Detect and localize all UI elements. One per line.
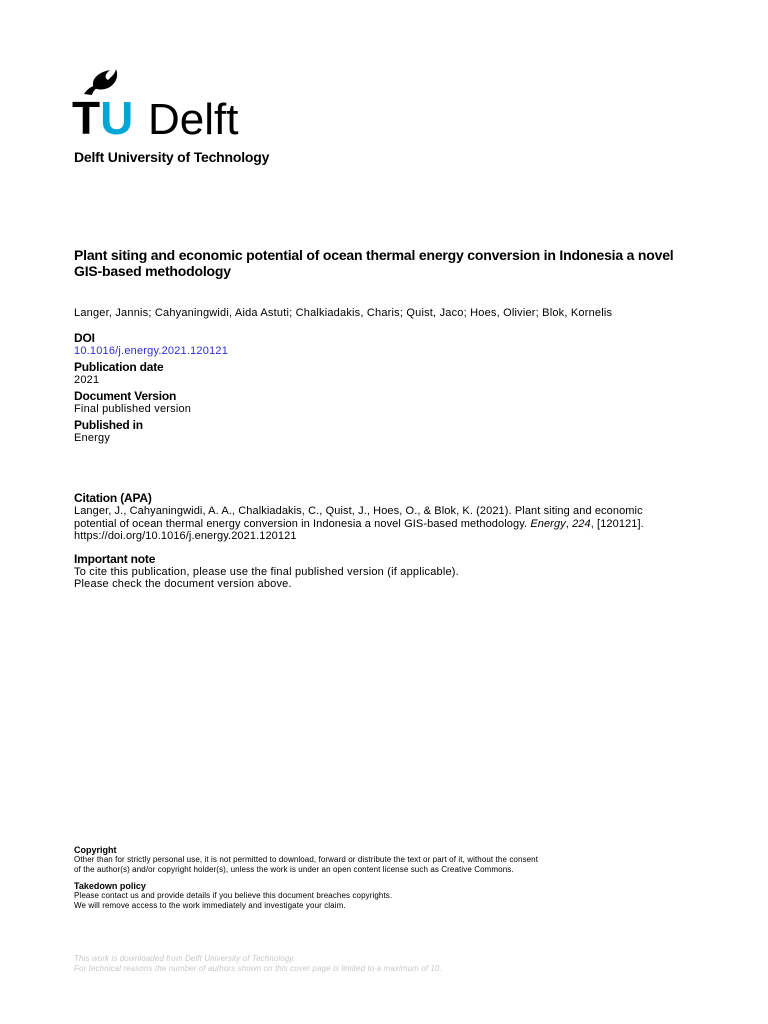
doi-label: DOI bbox=[74, 331, 95, 345]
footer-line: For technical reasons the number of authors shown on this cover page is limited to a maximum of 10. bbox=[74, 964, 442, 973]
citation-block bbox=[74, 492, 684, 543]
copyright-line: Other than for strictly personal use, it is not permitted to download, forward or distribute the text or part of it, without the consent bbox=[74, 855, 539, 864]
download-footer bbox=[74, 954, 694, 974]
takedown-policy-label: Takedown policy bbox=[74, 881, 146, 891]
takedown-policy-line: Please contact us and provide details if you believe this document breaches copyrights. bbox=[74, 891, 393, 900]
publication-date-value: 2021 bbox=[74, 374, 100, 386]
author-list: Langer, Jannis; Cahyaningwidi, Aida Astuti; Chalkiadakis, Charis; Quist, Jaco; Hoes, Olivier; Blok, Kornelis bbox=[74, 307, 613, 319]
document-version-label: Document Version bbox=[74, 389, 177, 403]
citation-text-part2: , [120121]. https://doi.org/10.1016/j.energy.2021.120121 bbox=[74, 517, 644, 542]
logo-delft-text: Delft bbox=[148, 95, 239, 138]
citation-volume: 224 bbox=[572, 517, 591, 530]
important-note-block bbox=[74, 553, 684, 590]
citation-label: Citation (APA) bbox=[74, 491, 152, 505]
important-note-label: Important note bbox=[74, 552, 156, 566]
citation-text bbox=[74, 505, 684, 543]
published-in-value: Energy bbox=[74, 432, 111, 444]
tu-delft-logo bbox=[72, 66, 262, 138]
important-note-line: Please check the document version above. bbox=[74, 578, 292, 590]
university-name: Delft University of Technology bbox=[74, 149, 270, 165]
footer-line: This work is downloaded from Delft University of Technology. bbox=[74, 954, 296, 963]
citation-separator: , bbox=[565, 517, 573, 530]
flame-icon bbox=[72, 66, 262, 138]
doi-link[interactable]: 10.1016/j.energy.2021.120121 bbox=[74, 345, 229, 357]
publication-date-label: Publication date bbox=[74, 360, 164, 374]
takedown-policy-block bbox=[74, 881, 694, 910]
document-version-value: Final published version bbox=[74, 403, 192, 415]
citation-text-part1: Langer, J., Cahyaningwidi, A. A., Chalkiadakis, C., Quist, J., Hoes, O., & Blok, K. (2021). Plant siting and economic potential of ocean thermal energy conversion in Indonesia a novel GIS-based methodology. bbox=[74, 505, 643, 530]
copyright-line: of the author(s) and/or copyright holder(s), unless the work is under an open content license such as Creative Commons. bbox=[74, 864, 514, 874]
publication-title: Plant siting and economic potential of ocean thermal energy conversion in Indonesia a novel GIS-based methodology bbox=[74, 247, 674, 279]
important-note-line: To cite this publication, please use the final published version (if applicable). bbox=[74, 566, 459, 578]
copyright-label: Copyright bbox=[74, 845, 117, 855]
citation-journal: Energy bbox=[530, 517, 566, 530]
logo-tu-text: TU bbox=[72, 92, 134, 138]
published-in-label: Published in bbox=[74, 418, 143, 432]
copyright-block bbox=[74, 845, 694, 874]
takedown-policy-line: We will remove access to the work immediately and investigate your claim. bbox=[74, 900, 346, 910]
